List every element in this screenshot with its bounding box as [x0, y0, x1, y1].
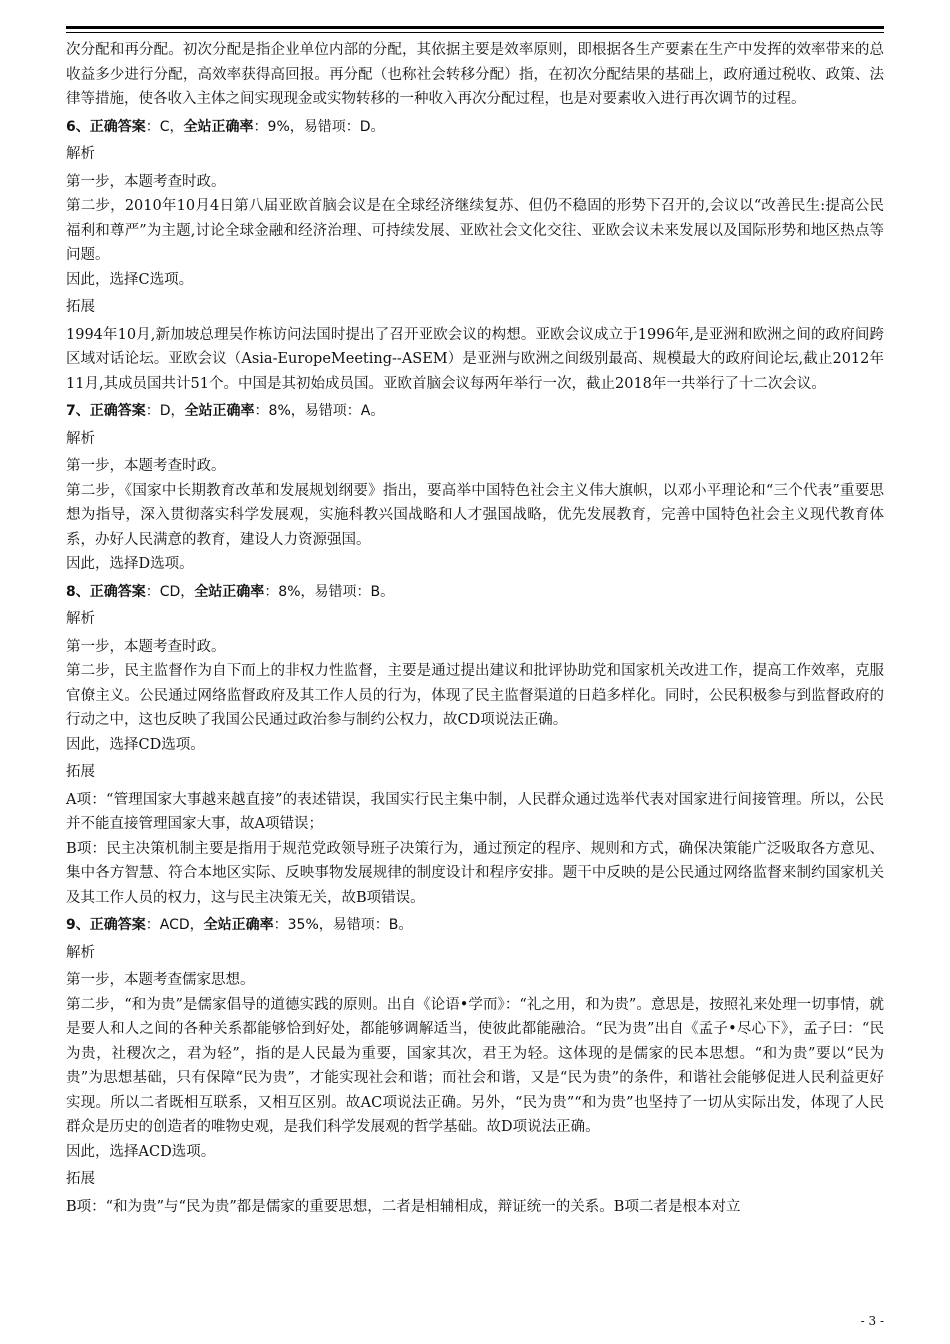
q7-number: 7、: [66, 403, 90, 419]
q8-number: 8、: [66, 583, 90, 600]
q7-answer: ：D，: [145, 403, 185, 419]
q6-conclusion: 因此，选择C选项。: [66, 271, 194, 288]
q6-extension-heading: 拓展: [66, 299, 95, 315]
q8-analysis-heading: 解析: [66, 611, 95, 627]
q8-conclusion: 因此，选择CD选项。: [66, 736, 205, 753]
q7-conclusion: 因此，选择D选项。: [66, 556, 194, 572]
q8-step-2: 第二步，民主监督作为自下而上的非权力性监督，主要是通过提出建议和批评协助党和国家机关改进工作，提高工作效率，克服官僚主义。公民通过网络监督政府及其工作人员的行为，体现了民主监督渠道的日趋多样化。同时，公民积极参与到监督政府的行动之中，这也反映了我国公民通过政治参与制约公权力，故CD项说法正确。: [66, 663, 884, 728]
correct-answer-label: 正确答案: [89, 917, 146, 933]
q9-answer-line: [66, 913, 884, 938]
q7-analysis-heading: 解析: [66, 430, 95, 447]
q9-extension-heading: 拓展: [66, 1171, 95, 1187]
correct-answer-label: 正确答案: [89, 118, 146, 135]
q6-step-2: 第二步，2010年10月4日第八届亚欧首脑会议是在全球经济继续复苏、但仍不稳固的形势下召开的,会议以“改善民生:提高公民福利和尊严”为主题,讨论全球金融和经济治理、可持续发展、亚欧社会文化交往、亚欧会议未来发展以及国际形势和地区热点等问题。: [66, 198, 884, 263]
header-rule-thin: [66, 32, 884, 33]
q6-number: 6、: [66, 118, 90, 135]
q9-step-1: 第一步，本题考查儒家思想。: [66, 972, 255, 988]
q7-step-1: 第一步，本题考查时政。: [66, 458, 226, 474]
q9-answer: ：ACD，: [145, 917, 204, 933]
site-rate-label: 全站正确率: [183, 118, 254, 135]
q6-rate: ：9%，易错项：D。: [253, 118, 385, 135]
site-rate-label: 全站正确率: [194, 583, 265, 600]
q8-extension-heading: 拓展: [66, 764, 95, 780]
q8-extension-b: B项：民主决策机制主要是指用于规范党政领导班子决策行为，通过预定的程序、规则和方式，确保决策能广泛吸取各方意见、集中各方智慧、符合本地区实际、反映事物发展规律的制度设计和程序安排。题干中反映的是公民通过网络监督来制约国家机关及其工作人员的权力，这与民主决策无关，故B项错误。: [66, 840, 884, 906]
q6-extension-text: 1994年10月,新加坡总理吴作栋访问法国时提出了召开亚欧会议的构想。亚欧会议成立于1996年,是亚洲和欧洲之间的政府间跨区域对话论坛。亚欧会议（Asia-EuropeMeeting--ASEM）是亚洲与欧洲之间级别最高、规模最大的政府间论坛,截止2012年11月,其成员国共计51个。中国是其初始成员国。亚欧首脑会议每两年举行一次，截止2018年一共举行了十二次会议。: [66, 326, 884, 392]
q6-step-1: 第一步，本题考查时政。: [66, 173, 226, 190]
q6-analysis-heading: 解析: [66, 146, 95, 162]
q8-rate: ：8%，易错项：B。: [264, 583, 395, 600]
intro-paragraph: 次分配和再分配。初次分配是指企业单位内部的分配，其依据主要是效率原则，即根据各生产要素在生产中发挥的效率带来的总收益多少进行分配，高效率获得高回报。再分配（也称社会转移分配）指，在初次分配结果的基础上，政府通过税收、政策、法律等措施，使各收入主体之间实现现金或实物转移的一种收入再次分配过程，也是对要素收入进行再次调节的过程。: [66, 42, 884, 107]
q9-conclusion: 因此，选择ACD选项。: [66, 1143, 216, 1160]
q8-answer-line: [66, 580, 884, 605]
q7-step-2: 第二步，《国家中长期教育改革和发展规划纲要》指出，要高举中国特色社会主义伟大旗帜，以邓小平理论和“三个代表”重要思想为指导，深入贯彻落实科学发展观，实施科教兴国战略和人才强国战略，优先发展教育，完善中国特色社会主义现代教育体系，办好人民满意的教育，建设人力资源强国。: [66, 482, 884, 548]
q6-answer-line: [66, 115, 884, 140]
q9-analysis-heading: 解析: [66, 944, 95, 961]
site-rate-label: 全站正确率: [203, 917, 274, 933]
site-rate-label: 全站正确率: [184, 403, 255, 419]
q9-rate: ：35%，易错项：B。: [273, 917, 413, 933]
q9-extension-text: B项：“和为贵”与“民为贵”都是儒家的重要思想，二者是相辅相成，辩证统一的关系。B项二者是根本对立: [66, 1198, 741, 1215]
q8-step-1: 第一步，本题考查时政。: [66, 638, 226, 655]
correct-answer-label: 正确答案: [89, 583, 146, 600]
q9-number: 9、: [66, 917, 90, 933]
correct-answer-label: 正确答案: [89, 403, 146, 419]
q7-rate: ：8%，易错项：A。: [254, 403, 385, 419]
q6-answer: ：C，: [145, 118, 184, 135]
q7-answer-line: [66, 399, 884, 424]
q9-step-2: 第二步，“和为贵”是儒家倡导的道德实践的原则。出自《论语•学而》：“礼之用，和为贵”。意思是，按照礼来处理一切事情，就是要人和人之间的各种关系都能够恰到好处，都能够调解适当，使彼此都能融洽。“民为贵”出自《孟子•尽心下》，孟子曰：“民为贵，社稷次之，君为轻”，指的是人民最为重要，国家其次，君王为轻。这体现的是儒家的民本思想。“和为贵”要以“民为贵”为思想基础，只有保障“民为贵”，才能实现社会和谐；而社会和谐，又是“民为贵”的条件，和谐社会能够促进人民利益更好实现。所以二者既相互联系，又相互区别。故AC项说法正确。另外，“民为贵”“和为贵”也坚持了一切从实际出发，体现了人民群众是历史的创造者的唯物史观，是我们科学发展观的哲学基础。故D项说法正确。: [66, 996, 884, 1135]
document-body: [66, 38, 884, 1219]
q8-answer: ：CD，: [145, 583, 195, 600]
q8-extension-a: A项：“管理国家大事越来越直接”的表述错误，我国实行民主集中制，人民群众通过选举代表对国家进行间接管理。所以，公民并不能直接管理国家大事，故A项错误；: [66, 791, 884, 832]
page-number: - 3 -: [860, 1314, 884, 1328]
header-rule-thick: [66, 26, 884, 29]
